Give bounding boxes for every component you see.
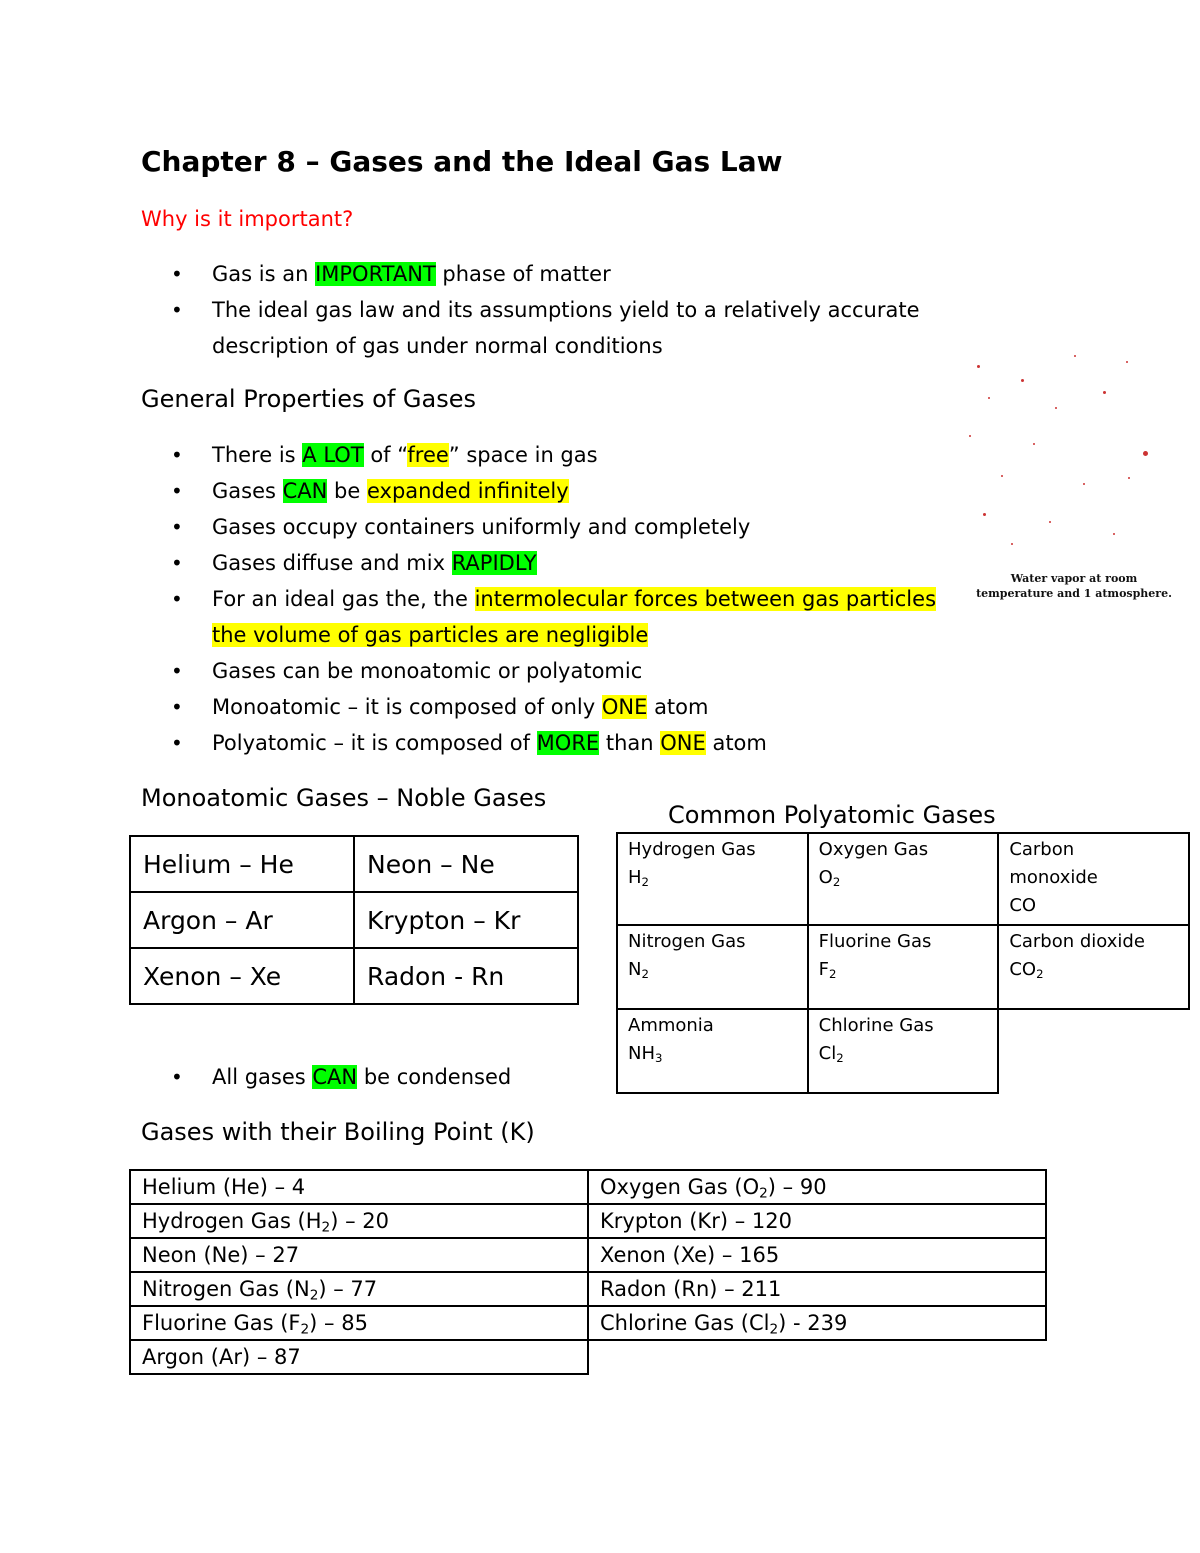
- why-list: [141, 256, 920, 364]
- table-cell: Radon - Rn: [354, 948, 578, 1004]
- boiling-point-table: [129, 1169, 1047, 1375]
- page-title: Chapter 8 – Gases and the Ideal Gas Law: [141, 145, 783, 178]
- vapor-particle: [1074, 355, 1076, 357]
- table-row: [130, 1238, 1046, 1272]
- table-cell: Argon (Ar) – 87: [130, 1340, 588, 1374]
- boiling-point-heading: Gases with their Boiling Point (K): [141, 1118, 535, 1146]
- table-cell: Xenon (Xe) – 165: [588, 1238, 1046, 1272]
- vapor-particle: [1055, 407, 1057, 409]
- table-cell: Carbon monoxide CO: [998, 833, 1189, 925]
- vapor-particle: [1143, 451, 1148, 456]
- table-cell: Fluorine Gas $(F_2) - 85$: [130, 1306, 588, 1340]
- table-row: [130, 1306, 1046, 1340]
- list-item: • The ideal gas law and its assumptions yield to a relatively accurate description of gas under normal conditions: [141, 292, 920, 364]
- general-list: [141, 437, 936, 761]
- vapor-particle: [969, 435, 971, 437]
- list-item: • Gas is an IMPORTANT phase of matter: [141, 256, 920, 292]
- table-cell: Neon – Ne: [354, 836, 578, 892]
- vapor-particle: [988, 397, 990, 399]
- table-cell: Argon – Ar: [130, 892, 354, 948]
- list-item: • There is A LOT of “free” space in gas: [141, 437, 936, 473]
- list-item: • Gases can be monoatomic or polyatomic: [141, 653, 936, 689]
- table-cell: Fluorine Gas $F_2$: [808, 925, 999, 1009]
- table-row: [130, 1340, 1046, 1374]
- table-row: [617, 833, 1189, 925]
- list-item: • Gases occupy containers uniformly and completely: [141, 509, 936, 545]
- table-row: [130, 1170, 1046, 1204]
- condense-list: [141, 1059, 511, 1095]
- table-row: [130, 836, 578, 892]
- table-row: [617, 1009, 1189, 1093]
- table-cell: Oxygen Gas $(O_2) - 90$: [588, 1170, 1046, 1204]
- table-cell: Ammonia $NH_3$: [617, 1009, 808, 1093]
- vapor-particle: [983, 513, 986, 516]
- table-cell: Xenon – Xe: [130, 948, 354, 1004]
- why-heading: Why is it important?: [141, 207, 354, 231]
- polyatomic-gases-table: [616, 832, 1190, 1094]
- table-cell: Hydrogen Gas $(H_2) - 20$: [130, 1204, 588, 1238]
- water-vapor-image: [963, 343, 1178, 605]
- table-cell: Radon (Rn) – 211: [588, 1272, 1046, 1306]
- list-item: • Monoatomic – it is composed of only ONE atom: [141, 689, 936, 725]
- noble-gases-table: [129, 835, 579, 1005]
- table-row: [130, 1272, 1046, 1306]
- table-cell: Hydrogen Gas $H_2$: [617, 833, 808, 925]
- table-cell: Helium – He: [130, 836, 354, 892]
- table-row: [130, 948, 578, 1004]
- poly-heading: Common Polyatomic Gases: [668, 801, 996, 829]
- vapor-particle: [1126, 361, 1128, 363]
- table-cell: Krypton – Kr: [354, 892, 578, 948]
- table-row: [617, 925, 1189, 1009]
- vapor-particle: [1021, 379, 1024, 382]
- table-cell: Oxygen Gas $O_2$: [808, 833, 999, 925]
- table-cell: Carbon dioxide $CO_2$: [998, 925, 1189, 1009]
- noble-heading: Monoatomic Gases – Noble Gases: [141, 784, 547, 812]
- list-item: • Gases CAN be expanded infinitely: [141, 473, 936, 509]
- table-cell: Nitrogen Gas $(N_2) - 77$: [130, 1272, 588, 1306]
- vapor-particle: [1128, 477, 1130, 479]
- vapor-particle: [1103, 391, 1106, 394]
- table-cell: Helium (He) – 4: [130, 1170, 588, 1204]
- table-cell: Neon (Ne) – 27: [130, 1238, 588, 1272]
- table-cell-empty: [998, 1009, 1189, 1093]
- list-item: • Polyatomic – it is composed of MORE than ONE atom: [141, 725, 936, 761]
- table-cell-empty: [588, 1340, 1046, 1374]
- table-row: [130, 892, 578, 948]
- vapor-particle: [1113, 533, 1115, 535]
- vapor-particle: [977, 365, 980, 368]
- vapor-caption: Water vapor at room temperature and 1 atmosphere.: [976, 572, 1172, 600]
- table-cell: Nitrogen Gas $N_2$: [617, 925, 808, 1009]
- table-cell: Chlorine Gas $Cl_2$: [808, 1009, 999, 1093]
- vapor-particle: [1001, 475, 1003, 477]
- table-row: [130, 1204, 1046, 1238]
- list-item: • All gases CAN be condensed: [141, 1059, 511, 1095]
- general-heading: General Properties of Gases: [141, 385, 476, 413]
- vapor-particle: [1083, 483, 1085, 485]
- vapor-particle: [1049, 521, 1051, 523]
- vapor-particle: [1011, 543, 1013, 545]
- list-item: • Gases diffuse and mix RAPIDLY: [141, 545, 936, 581]
- table-cell: Chlorine Gas $(Cl_2) - 239$: [588, 1306, 1046, 1340]
- vapor-particle: [1033, 443, 1035, 445]
- table-cell: Krypton (Kr) – 120: [588, 1204, 1046, 1238]
- list-item: • For an ideal gas the, the intermolecular forces between gas particles the volume of gas particles are negligible: [141, 581, 936, 653]
